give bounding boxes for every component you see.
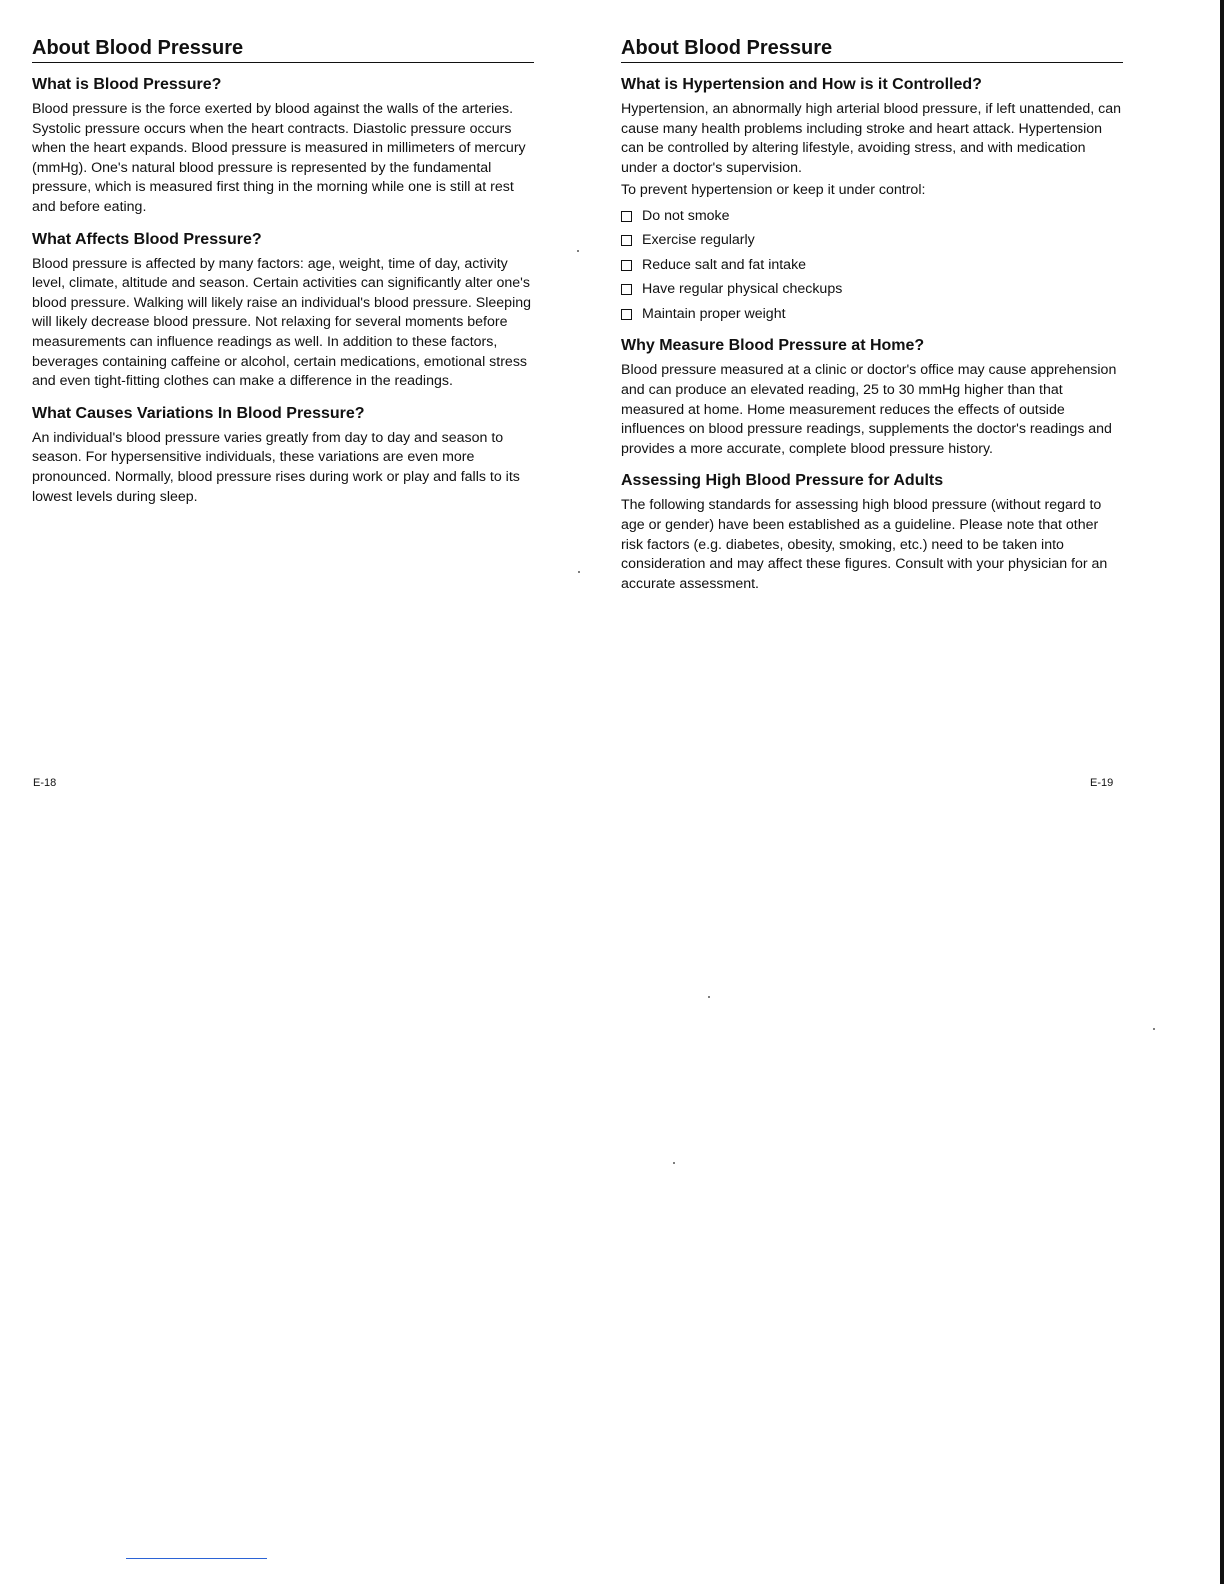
section-paragraph: Blood pressure measured at a clinic or doctor's office may cause apprehension and can produce an elevated reading, 25 to 30 mmHg higher than that measured at home. Home measurement reduces the effects of outside influences on blood pressure readings, supplements the doctor's readings and provides a more accurate, complete blood pressure history. <box>621 362 1117 457</box>
checklist-item <box>621 253 1123 278</box>
checklist-item-label: Maintain proper weight <box>642 305 786 322</box>
checkbox-icon <box>621 284 632 295</box>
section-what-causes-variations <box>32 404 534 507</box>
section-what-affects-blood-pressure <box>32 230 534 392</box>
left-page <box>32 36 534 519</box>
checklist-item-label: Reduce salt and fat intake <box>642 256 807 273</box>
scan-edge-bar <box>1220 0 1224 1584</box>
section-heading: Assessing High Blood Pressure for Adults <box>621 472 944 490</box>
checklist-item-label: Exercise regularly <box>642 232 755 249</box>
prevention-checklist <box>621 204 1123 327</box>
checklist-item <box>621 277 1123 302</box>
section-heading: What is Hypertension and How is it Controlled? <box>621 76 982 93</box>
page-heading: About Blood Pressure <box>32 36 534 63</box>
checklist-item <box>621 204 1123 229</box>
right-page <box>621 36 1123 606</box>
section-hypertension <box>621 75 1123 326</box>
scan-speck <box>708 996 710 998</box>
section-why-measure-at-home <box>621 336 1123 459</box>
section-assessing-high-blood-pressure <box>621 471 1123 594</box>
section-paragraph: Hypertension, an abnormally high arterial blood pressure, if left unattended, can cause many health problems including stroke and heart attack. Hypertension can be controlled by altering lifestyle, avoiding stress, and with medication under a doctor's supervision. <box>621 101 1122 176</box>
scan-speck <box>1153 1028 1155 1030</box>
section-heading: Why Measure Blood Pressure at Home? <box>621 337 925 355</box>
section-paragraph: The following standards for assessing high blood pressure (without regard to age or gender) have been established as a guideline. Please note that other risk factors (e.g. diabetes, obesity, smoking, etc.) need to be taken into consideration and may affect these figures. Consult with your physician for an accurate assessment. <box>621 497 1108 592</box>
section-paragraph: An individual's blood pressure varies greatly from day to day and season to season. For hypersensitive individuals, these variations are even more pronounced. Normally, blood pressure rises during work or play and falls to its lowest levels during sleep. <box>32 429 520 505</box>
page-heading: About Blood Pressure <box>621 36 1123 63</box>
section-heading: What is Blood Pressure? <box>32 76 222 93</box>
scan-speck <box>673 1162 675 1164</box>
section-what-is-blood-pressure <box>32 75 534 218</box>
checkbox-icon <box>621 260 632 271</box>
section-heading: What Causes Variations In Blood Pressure? <box>32 404 365 422</box>
scan-artifact-line <box>126 1558 267 1559</box>
scan-speck <box>578 571 580 573</box>
section-heading: What Affects Blood Pressure? <box>32 230 262 248</box>
scan-speck <box>577 250 579 252</box>
checklist-intro: To prevent hypertension or keep it under control: <box>621 182 926 199</box>
page-number-left: E-18 <box>33 777 57 789</box>
checkbox-icon <box>621 211 632 222</box>
checklist-item <box>621 228 1123 253</box>
section-paragraph: Blood pressure is the force exerted by blood against the walls of the arteries. Systolic pressure occurs when the heart contracts. Diastolic pressure occurs when the heart expands. Blood pressure is measured in millimeters of mercury (mmHg). One's natural blood pressure is represented by the fundamental pressure, which is measured first thing in the morning while one is still at rest and before eating. <box>32 101 526 215</box>
checklist-item-label: Do not smoke <box>642 207 730 224</box>
checkbox-icon <box>621 235 632 246</box>
checklist-item-label: Have regular physical checkups <box>642 281 843 298</box>
checkbox-icon <box>621 309 632 320</box>
section-paragraph: Blood pressure is affected by many factors: age, weight, time of day, activity level, climate, altitude and season. Certain activities can significantly alter one's blood pressure. Walking will likely raise an individual's blood pressure. Sleeping will likely decrease blood pressure. Not relaxing for several moments before measurements can influence readings as well. In addition to these factors, beverages containing caffeine or alcohol, certain medications, emotional stress and even tight-fitting clothes can make a difference in the readings. <box>32 255 532 390</box>
checklist-item <box>621 302 1123 327</box>
page-number-right: E-19 <box>1090 777 1114 789</box>
